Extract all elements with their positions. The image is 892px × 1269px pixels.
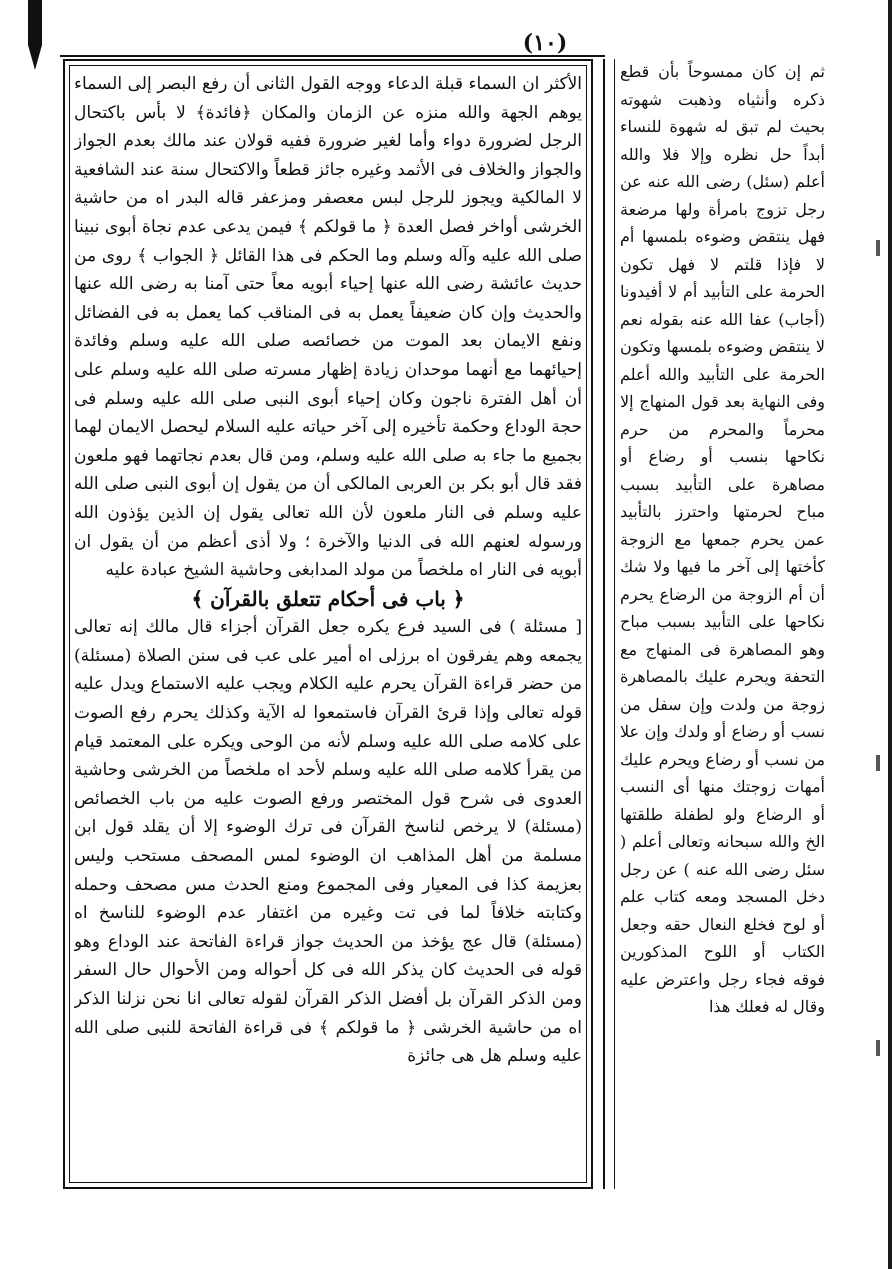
page-number: (١٠) (522, 30, 568, 56)
header-rule (60, 55, 605, 57)
chapter-title: ﴿ باب فى أحكام تتعلق بالقرآن ﴾ (191, 586, 465, 611)
main-paragraph-2: [ مسئلة ) فى السيد فرع يكره جعل القرآن أجزاء قال مالك إنه تعالى يجمعه وهم يفرقون اه برزلى اه أمير على عب فى سنن الصلاة (مسئلة) من حضر قراءة القرآن يحرم عليه الكلام ويجب عليه الاستماع ويدل عليه قوله تعالى وإذا قرئ القرآن فاستمعوا له الآية وكذلك يحرم رفع الصوت على كلامه صلى الله عليه وسلم لأنه من الوحى ويكره على المعتمد قيام من يقرأ كلامه صلى الله عليه وسلم لأحد اه ملخصاً من الخرشى وحاشية العدوى فى شرح قول المختصر ورفع الصوت عليه من باب الخصائص (مسئلة) لا يرخص لناسخ القرآن فى ترك الوضوء إلا أن يقلد قول ابن مسلمة من أهل المذاهب ان الوضوء لمس المصحف مستحب وليس بعزيمة كذا فى المعيار وفى المجموع ومنع الحدث مس مصحف وحمله وكتابته خلافاً لما فى تت وغيره من اغتفار عدم الوضوء للناسخ اه (مسئلة) قال عج يؤخذ من الحديث جواز قراءة الفاتحة عند الوداع وهو قوله فى الحديث كان يذكر الله فى كل أحواله ومن الأحوال حال السفر ومن الذكر القرآن بل أفضل الذكر القرآن لقوله تعالى انا نحن نزلنا الذكر اه من حاشية الخرشى ﴿ ما قولكم ﴾ فى قراءة الفاتحة للنبى صلى الله عليه وسلم هل هى جائزة (74, 617, 582, 1067)
margin-commentary: ثم إن كان ممسوحاً بأن قطع ذكره وأنثياه وذهبت شهوته بحيث لم تبق له شهوة للنساء أبداً حل نظره وإلا فلا والله أعلم (سئل) رضى الله عنه عن رجل تزوج بامرأة ولها مرضعة فهل ينتقض وضوءه بلمسها أم لا فإذا قلتم لا فهل تكون الحرمة على التأبيد أم لا أفيدونا (أجاب) عفا الله عنه بقوله نعم لا ينتقض وضوءه بلمسها وتكون الحرمة على التأبيد والله أعلم وفى النهاية بعد قول المنهاج إلا محرماً والمحرم من حرم نكاحها بنسب أو رضاع أو مصاهرة على التأبيد بسبب مباح لحرمتها واحترز بالتأبيد عمن يحرم جمعها مع الزوجة كأختها إلى آخر ما فيها ولا شك أن أم الزوجة من الرضاع يحرم نكاحها على التأبيد بسبب مباح وهو المصاهرة فى المنهاج مع التحفة ويحرم عليك بالمصاهرة زوجة من ولدت وإن سفل من نسب أو رضاع أو ولدك وإن علا من نسب أو رضاع ويحرم عليك أمهات زوجتك منها أى النسب أو الرضاع ولو لطفلة طلقتها الخ والله سبحانه وتعالى أعلم ( سئل رضى الله عنه ) عن رجل دخل المسجد ومعه كتاب علم أو لوح فخلع النعال حقه وجعل الكتاب أو اللوح المذكورين فوقه فجاء رجل واعترض عليه وقال له فعلك هذا (620, 62, 825, 1016)
side-tick (876, 240, 880, 256)
main-paragraph-1: الأكثر ان السماء قبلة الدعاء ووجه القول الثانى أن رفع البصر إلى السماء يوهم الجهة والله منزه عن الزمان والمكان ﴿فائدة﴾ لا بأس باكتحال الرجل لضرورة دواء وأما لغير ضرورة ففيه قولان عند مالك بعدم الجواز والجواز والخلاف فى الأثمد وغيره جائز قطعاً والاكتحال سنة عند الشافعية لا المالكية ويجوز للرجل لبس معصفر ومزعفر قاله البدر اه من حاشية الخرشى أواخر فصل العدة ﴿ ما قولكم ﴾ فيمن يدعى عدم نجاة أبوى نبينا صلى الله عليه وآله وسلم وما الحكم فى هذا القائل ﴿ الجواب ﴾ روى من حديث عائشة رضى الله عنها إحياء أبويه معاً حتى آمنا به رضى الله عنها والحديث وإن كان ضعيفاً يعمل به فى المناقب كما يعمل به فى الفضائل ونفع الايمان بعد الموت من خصائصه صلى الله عليه وسلم وفائدة إحيائهما مع أنهما موحدان زيادة إظهار مسرته صلى الله عليه وسلم على أن أهل الفترة ناجون وكان إحياء أبوى النبى صلى الله عليه وسلم فى حجة الوداع وحكمة تأخيره إلى آخر حياته عليه السلام ليحصل الايمان لهما بجميع ما جاء به صلى الله عليه وسلم، ومن قال بعدم نجاتهما فهو ملعون فقد قال أبو بكر بن العربى المالكى أن من يقول إن أبوى النبى صلى الله عليه وسلم فى النار ملعون لأن الله تعالى يقول إن الذين يؤذون الله ورسوله لعنهم الله فى الدنيا والآخرة ؛ ولا أذى أعظم من أن يقول ان أبويه فى النار اه ملخصاً من مولد المدابغى وحاشية الشيخ عبادة عليه (74, 74, 582, 581)
main-text-column (74, 70, 582, 1182)
scan-edge (888, 0, 892, 1269)
side-tick (876, 1040, 880, 1056)
side-tick (876, 755, 880, 771)
margin-commentary-column (620, 58, 825, 1193)
corner-marker (28, 0, 42, 70)
margin-divider (603, 59, 615, 1189)
